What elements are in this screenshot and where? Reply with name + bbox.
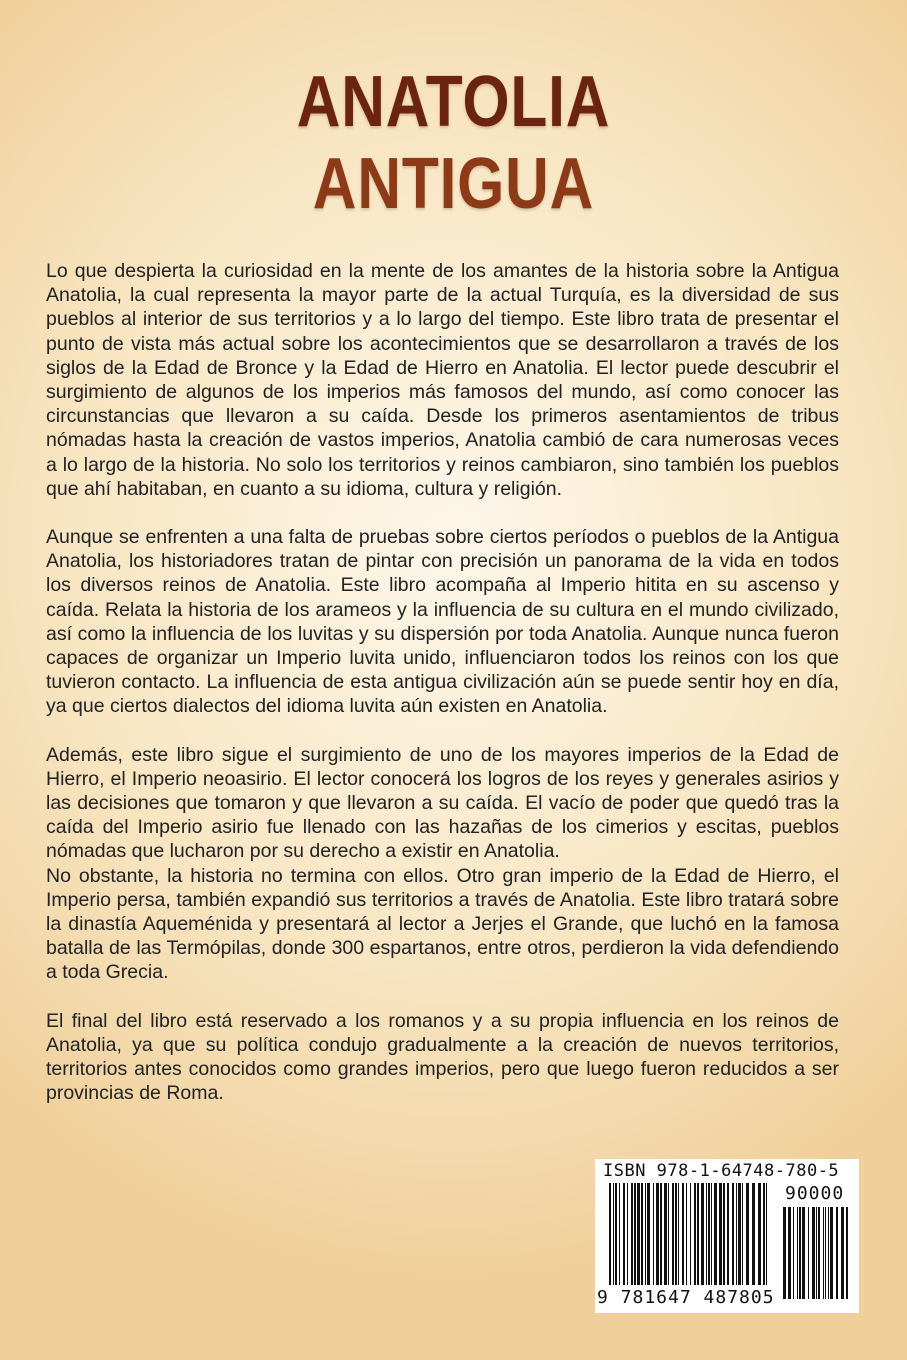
- barcode-bar: [647, 1183, 650, 1285]
- paragraph-3: Además, este libro sigue el surgimiento de uno de los mayores imperios de la Edad de Hierro, el Imperio neoasirio. El lector conocerá los logros de los reyes y generales asirios y las decisiones que tomaron y que llevaron a su caída. El vacío de poder que quedó tras la caída del Imperio asirio fue llenado con las hazañas de los cimerios y escitas, pueblos nómadas que lucharon por su derecho a existir en Anatolia.: [46, 743, 839, 863]
- barcode-bar: [682, 1183, 684, 1285]
- barcode-bar: [697, 1183, 699, 1285]
- barcode-bar: [766, 1183, 767, 1285]
- barcode-bar: [828, 1207, 829, 1299]
- barcode-bar: [763, 1183, 765, 1285]
- barcode-bar: [758, 1183, 761, 1285]
- paragraph-5: El final del libro está reservado a los romanos y a su propia influencia en los reinos de Anatolia, ya que su política condujo gradualmente a la creación de nuevos territorios, territorios antes conocidos como grandes imperios, pero que luego fueron reducidos a ser provincias de Roma.: [46, 1009, 839, 1105]
- barcode-bar: [802, 1207, 805, 1299]
- barcode-bar: [816, 1207, 817, 1299]
- barcode-bar: [634, 1183, 636, 1285]
- blurb-text: [46, 259, 839, 1106]
- barcode-bar: [641, 1183, 643, 1285]
- barcode-bar: [823, 1207, 824, 1299]
- barcode-bar: [686, 1183, 687, 1285]
- barcode-bar: [701, 1183, 704, 1285]
- isbn-label: ISBN 978-1-64748-780-5: [603, 1161, 840, 1181]
- barcode-bar: [783, 1207, 786, 1299]
- barcode-bar: [668, 1183, 669, 1285]
- barcode-bar: [656, 1183, 659, 1285]
- barcode-bar: [645, 1183, 646, 1285]
- ean-digits: 9 781647 487805: [597, 1287, 775, 1308]
- barcode-bar: [808, 1207, 809, 1299]
- barcode-bar: [818, 1207, 820, 1299]
- barcode-bar: [727, 1183, 729, 1285]
- paragraph-4: No obstante, la historia no termina con ellos. Otro gran imperio de la Edad de Hierro, el Imperio persa, también expandió sus territorios a través de Anatolia. Este libro tratará sobre la dinastía Aqueménida y presentará al lector a Jerjes el Grande, que luchó en la famosa batalla de las Termópilas, donde 300 espartanos, entre otros, perdieron la vida defendiendo a toda Grecia.: [46, 864, 839, 984]
- barcode-bar: [706, 1183, 707, 1285]
- barcode-bar: [664, 1183, 667, 1285]
- barcode-addon-digits: 90000: [785, 1183, 845, 1204]
- barcode-bar: [694, 1183, 696, 1285]
- barcode-bar: [788, 1207, 791, 1299]
- barcode-box: [595, 1159, 859, 1313]
- barcode-bar: [660, 1183, 662, 1285]
- barcode-bar: [619, 1183, 620, 1285]
- paragraph-2: Aunque se enfrenten a una falta de pruebas sobre ciertos períodos o pueblos de la Antigua Anatolia, los historiadores tratan de pintar con precisión un panorama de la vida en todos los diversos reinos de Anatolia. Este libro acompaña al Imperio hitita en su ascenso y caída. Relata la historia de los arameos y la influencia de su cultura en el mundo civilizado, así como la influencia de los luvitas y su dispersión por toda Anatolia. Aunque nunca fueron capaces de organizar un Imperio luvita unido, influenciaron todos los reinos con los que tuvieron contacto. La influencia de esta antigua civilización aún se puede sentir hoy en día, ya que ciertos dialectos del idioma luvita aún existen en Anatolia.: [46, 526, 839, 718]
- barcode-bar: [723, 1183, 725, 1285]
- barcode-bar: [736, 1183, 737, 1285]
- barcode-bar: [623, 1183, 625, 1285]
- barcode-bar: [719, 1183, 722, 1285]
- barcode-bar: [830, 1207, 833, 1299]
- barcode-bar: [738, 1183, 741, 1285]
- barcode-bar: [637, 1183, 640, 1285]
- title-line-2: ANTIGUA: [312, 144, 595, 224]
- barcode-bar: [675, 1183, 677, 1285]
- barcode-bar: [615, 1183, 617, 1285]
- barcode-bar: [714, 1183, 717, 1285]
- barcode-bar: [825, 1207, 826, 1299]
- paragraph-1: Lo que despierta la curiosidad en la mente de los amantes de la historia sobre la Antigua Anatolia, la cual representa la mayor parte de la actual Turquía, es la diversidad de sus pueblos al interior de sus territorios y a lo largo del tiempo. Este libro trata de presentar el punto de vista más actual sobre los acontecimientos que se desarrollaron a través de los siglos de la Edad de Bronce y la Edad de Hierro en Anatolia. El lector puede descubrir el surgimiento de algunos de los imperios más famosos del mundo, así como conocer las circunstancias que llevaron a su caída. Desde los primeros asentamientos de tribus nómadas hasta la creación de vastos imperios, Anatolia cambió de cara numerosas veces a lo largo de la historia. No solo los territorios y reinos cambiaron, sino también los pueblos que ahí habitaban, en cuanto a su idioma, cultura y religión.: [46, 260, 839, 500]
- barcode-bar: [609, 1183, 611, 1285]
- barcode-bar: [708, 1183, 710, 1285]
- barcode-bar: [732, 1183, 734, 1285]
- barcode-bar: [631, 1183, 633, 1285]
- barcode-bar: [797, 1207, 798, 1299]
- barcode-bar: [793, 1207, 794, 1299]
- barcode-bar: [678, 1183, 679, 1285]
- barcode-bar: [846, 1207, 848, 1299]
- barcode-bar: [653, 1183, 654, 1285]
- barcode-bar: [752, 1183, 755, 1285]
- title-line-1: ANATOLIA: [296, 62, 611, 142]
- cover-title: [0, 62, 907, 224]
- barcode-bar: [812, 1207, 815, 1299]
- barcode-bar: [836, 1207, 838, 1299]
- barcode-bar: [841, 1207, 844, 1299]
- barcode-bar: [711, 1183, 712, 1285]
- barcode-bar: [742, 1183, 743, 1285]
- barcode-bar: [746, 1183, 749, 1285]
- barcode-bar: [613, 1183, 614, 1285]
- barcode-bar: [627, 1183, 628, 1285]
- barcode-bar: [799, 1207, 801, 1299]
- barcode-bar: [690, 1183, 691, 1285]
- barcode-bar: [672, 1183, 674, 1285]
